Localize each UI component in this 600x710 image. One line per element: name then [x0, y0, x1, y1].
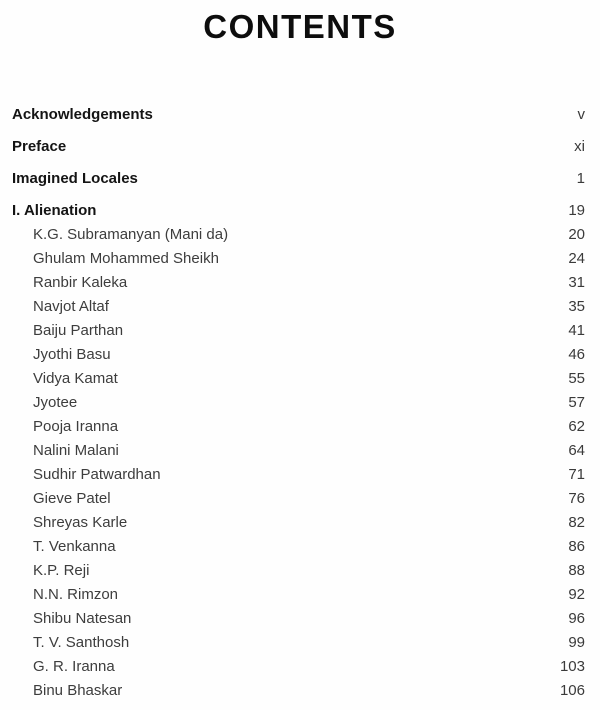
- toc-row: [12, 634, 585, 658]
- toc-entry-label: T. V. Santhosh: [33, 634, 130, 651]
- toc-entry-page-number: 46: [568, 346, 585, 363]
- toc-entry-page-number: 76: [568, 490, 585, 507]
- toc-entry-page-number: 20: [568, 226, 585, 243]
- toc-row: [12, 394, 585, 418]
- toc-entry-label: K.P. Reji: [33, 562, 90, 579]
- toc-entry-label: Shibu Natesan: [33, 610, 132, 627]
- toc-entry-label: Gieve Patel: [33, 490, 111, 507]
- toc-row: [12, 298, 585, 322]
- toc-list: [12, 106, 585, 706]
- toc-entry-page-number: 35: [568, 298, 585, 315]
- toc-entry-label: Imagined Locales: [12, 170, 138, 187]
- toc-entry-page-number: 71: [568, 466, 585, 483]
- toc-row: [12, 586, 585, 610]
- toc-entry-page-number: 99: [568, 634, 585, 651]
- toc-row: [12, 538, 585, 562]
- toc-entry-page-number: 96: [568, 610, 585, 627]
- toc-entry-label: T. Venkanna: [33, 538, 116, 555]
- toc-entry-page-number: 24: [568, 250, 585, 267]
- toc-row: [12, 658, 585, 682]
- toc-entry-label: Baiju Parthan: [33, 322, 124, 339]
- toc-entry-page-number: 62: [568, 418, 585, 435]
- toc-row: [12, 610, 585, 634]
- toc-row: [12, 370, 585, 394]
- toc-entry-page-number: 31: [568, 274, 585, 291]
- toc-entry-label: K.G. Subramanyan (Mani da): [33, 226, 229, 243]
- toc-entry-label: Sudhir Patwardhan: [33, 466, 161, 483]
- toc-entry-label: Jyothi Basu: [33, 346, 111, 363]
- toc-entry-page-number: 57: [568, 394, 585, 411]
- toc-row: [12, 226, 585, 250]
- toc-entry-label: Navjot Altaf: [33, 298, 109, 315]
- toc-entry-label: N.N. Rimzon: [33, 586, 119, 603]
- toc-row: [12, 250, 585, 274]
- toc-entry-page-number: 19: [568, 202, 585, 219]
- toc-row: [12, 490, 585, 514]
- toc-entry-label: Preface: [12, 138, 67, 155]
- toc-row: [12, 514, 585, 538]
- toc-row: [12, 682, 585, 706]
- toc-entry-page-number: v: [577, 106, 585, 123]
- toc-entry-label: I. Alienation: [12, 202, 97, 219]
- toc-row: [12, 322, 585, 346]
- toc-row: [12, 138, 585, 170]
- toc-entry-page-number: 103: [559, 658, 585, 675]
- toc-entry-page-number: 55: [568, 370, 585, 387]
- toc-entry-label: G. R. Iranna: [33, 658, 115, 675]
- toc-row: [12, 418, 585, 442]
- toc-entry-label: Pooja Iranna: [33, 418, 119, 435]
- toc-entry-label: Acknowledgements: [12, 106, 153, 123]
- toc-row: [12, 562, 585, 586]
- toc-row: [12, 170, 585, 202]
- page-title: CONTENTS: [203, 8, 397, 45]
- toc-entry-label: Shreyas Karle: [33, 514, 128, 531]
- toc-entry-page-number: xi: [574, 138, 585, 155]
- toc-row: [12, 274, 585, 298]
- toc-entry-page-number: 106: [559, 682, 585, 699]
- toc-entry-label: Ghulam Mohammed Sheikh: [33, 250, 219, 267]
- toc-entry-label: Vidya Kamat: [33, 370, 118, 387]
- toc-row: [12, 466, 585, 490]
- toc-entry-page-number: 82: [568, 514, 585, 531]
- toc-entry-label: Binu Bhaskar: [33, 682, 123, 699]
- toc-entry-page-number: 92: [568, 586, 585, 603]
- toc-entry-page-number: 1: [576, 170, 585, 187]
- toc-entry-page-number: 86: [568, 538, 585, 555]
- toc-row: [12, 346, 585, 370]
- toc-entry-page-number: 64: [568, 442, 585, 459]
- toc-entry-label: Ranbir Kaleka: [33, 274, 128, 291]
- toc-row: [12, 202, 585, 226]
- toc-row: [12, 106, 585, 138]
- toc-entry-label: Jyotee: [33, 394, 78, 411]
- toc-entry-page-number: 88: [568, 562, 585, 579]
- toc-entry-page-number: 41: [568, 322, 585, 339]
- toc-entry-label: Nalini Malani: [33, 442, 119, 459]
- toc-row: [12, 442, 585, 466]
